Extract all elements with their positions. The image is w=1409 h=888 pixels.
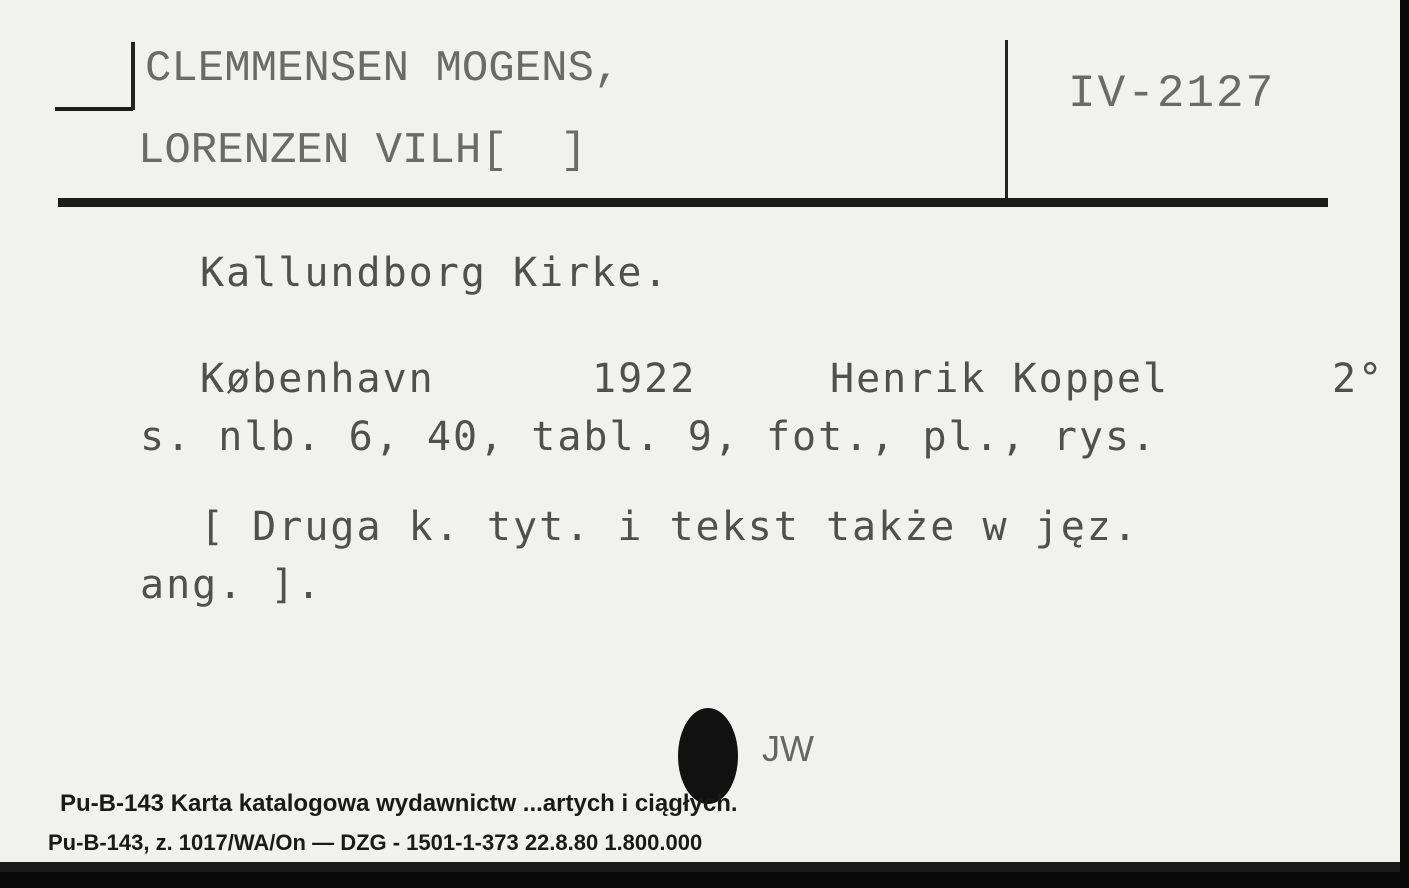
year-text: 1922 [592, 356, 697, 402]
header-divider [1005, 40, 1008, 202]
place-text: København [200, 356, 435, 402]
stamp-mark: JW [762, 728, 814, 769]
note-line-2: ang. ]. [140, 562, 323, 608]
footer-line-1: Pu-B-143 Karta katalogowa wydawnictw ...artych i ciągłych. [60, 790, 738, 817]
format-text: 2° [1332, 356, 1385, 402]
header-rule [58, 198, 1328, 207]
publisher-text: Henrik Koppel [830, 356, 1170, 402]
header-left-bar [131, 42, 135, 110]
author-line-2: LORENZEN VILH[ ] [138, 126, 587, 176]
note-line-1: [ Druga k. tyt. i tekst także w jęz. [200, 504, 1139, 550]
collation-text: s. nlb. 6, 40, tabl. 9, fot., pl., rys. [140, 414, 1158, 460]
header-left-tick [55, 107, 133, 111]
title-text: Kallundborg Kirke. [200, 250, 670, 296]
author-line-1: CLEMMENSEN MOGENS, [145, 44, 621, 94]
footer-line-2: Pu-B-143, z. 1017/WA/On — DZG - 1501-1-373 22.8.80 1.800.000 [48, 830, 703, 855]
call-number: IV-2127 [1068, 68, 1276, 120]
